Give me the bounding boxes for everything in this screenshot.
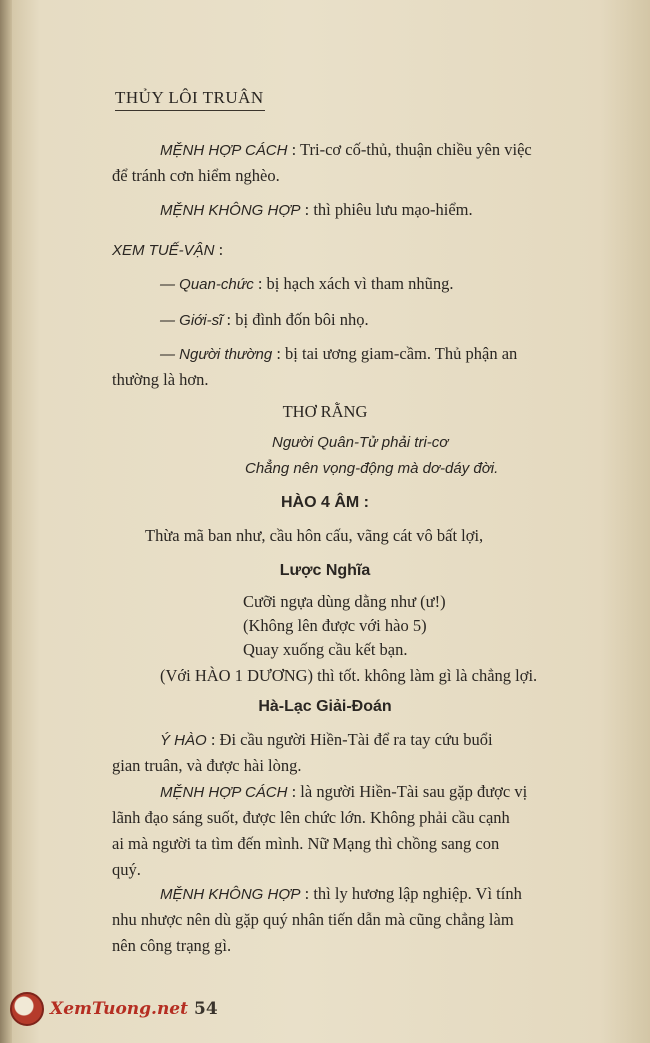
menh-khong-hop-text: : thì phiêu lưu mạo-hiểm. xyxy=(304,200,473,219)
menh-khong-hop-label: MỆNH KHÔNG HỢP xyxy=(160,202,301,219)
watermark xyxy=(10,992,218,1026)
menh-hop-cach-text: : Tri-cơ cố-thủ, thuận chiều yên việc xyxy=(291,140,532,159)
xem-tue-van-line xyxy=(112,240,223,260)
quan-chuc-label: — Quan-chức xyxy=(160,276,254,293)
page-number: 54 xyxy=(193,999,218,1019)
text-span: để tránh cơn hiểm nghèo. xyxy=(112,166,280,185)
text-line xyxy=(112,756,302,776)
gioi-si-line xyxy=(160,310,369,330)
text-line xyxy=(112,910,514,930)
text-span: quý. xyxy=(112,860,141,879)
text-line xyxy=(112,808,510,828)
menh-hop-cach-line xyxy=(160,782,527,802)
yin-yang-icon xyxy=(10,992,44,1026)
text-line xyxy=(112,370,209,390)
poem-line: Chẳng nên vọng-động mà dơ-dáy đời. xyxy=(245,460,499,477)
gioi-si-label: — Giới-sĩ xyxy=(160,312,223,329)
text-line xyxy=(112,860,141,880)
nguoi-thuong-line xyxy=(160,344,517,364)
menh-khong-hop-label: MỆNH KHÔNG HỢP xyxy=(160,886,301,903)
luoc-line: Quay xuống cầu kết bạn. xyxy=(243,640,408,659)
text-line xyxy=(112,936,231,956)
watermark-text: XemTuong.net xyxy=(50,999,188,1019)
text-line xyxy=(112,834,499,854)
gioi-si-text: : bị đình đốn bôi nhọ. xyxy=(226,310,369,329)
quan-chuc-line xyxy=(160,274,454,294)
text-span: ai mà người ta tìm đến mình. Nữ Mạng thì chồng sang con xyxy=(112,834,500,853)
hao-title: HÀO 4 ÂM : xyxy=(281,494,369,511)
luoc-line: Cưỡi ngựa dùng dằng như (ư!) xyxy=(243,592,446,611)
page-header: THỦY LÔI TRUÂN xyxy=(115,88,265,111)
luoc-line: (Với HÀO 1 DƯƠNG) thì tốt. không làm gì là chẳng lợi. xyxy=(160,666,538,685)
page-edge xyxy=(0,0,12,1043)
luoc-line: (Không lên được với hào 5) xyxy=(243,616,427,635)
xem-tue-van-label: XEM TUẾ-VẬN xyxy=(112,242,215,259)
poem-line: Người Quân-Tử phải tri-cơ xyxy=(272,434,449,451)
menh-khong-hop-line xyxy=(160,200,473,220)
text-line xyxy=(112,166,280,186)
text-span: lãnh đạo sáng suốt, được lên chức lớn. Không phải cầu cạnh xyxy=(112,808,510,827)
text-span: nên công trạng gì. xyxy=(112,936,232,955)
quan-chuc-text: : bị hạch xách vì tham nhũng. xyxy=(257,274,454,293)
xem-tue-van-colon: : xyxy=(218,240,224,259)
text-span: thường là hơn. xyxy=(112,370,209,389)
y-hao-label: Ý HÀO xyxy=(160,732,207,749)
poem-title: THƠ RẰNG xyxy=(282,402,368,421)
menh-hop-cach-line xyxy=(160,140,532,160)
hao-text: Thừa mã ban như, cầu hôn cấu, vãng cát vô bất lợi, xyxy=(145,526,484,545)
text-span: gian truân, và được hài lòng. xyxy=(112,756,302,775)
nguoi-thuong-text: : bị tai ương giam-cầm. Thủ phận an xyxy=(276,344,518,363)
menh-khong-hop-line xyxy=(160,884,522,904)
luoc-nghia-title: Lược Nghĩa xyxy=(279,562,371,579)
y-hao-line xyxy=(160,730,493,750)
text-span: nhu nhược nên dù gặp quý nhân tiến dẫn mà cũng chẳng làm xyxy=(112,910,514,929)
menh-hop-cach-label: MỆNH HỢP CÁCH xyxy=(160,142,288,159)
menh-hop-cach-label: MỆNH HỢP CÁCH xyxy=(160,784,288,801)
y-hao-text: : Đi cầu người Hiền-Tài để ra tay cứu buổi xyxy=(210,730,493,749)
menh-hop-cach-text: : là người Hiền-Tài sau gặp được vị xyxy=(291,782,528,801)
giai-doan-title: Hà-Lạc Giải-Đoán xyxy=(258,698,392,715)
menh-khong-hop-text: : thì ly hương lập nghiệp. Vì tính xyxy=(304,884,522,903)
nguoi-thuong-label: — Người thường xyxy=(160,346,273,363)
